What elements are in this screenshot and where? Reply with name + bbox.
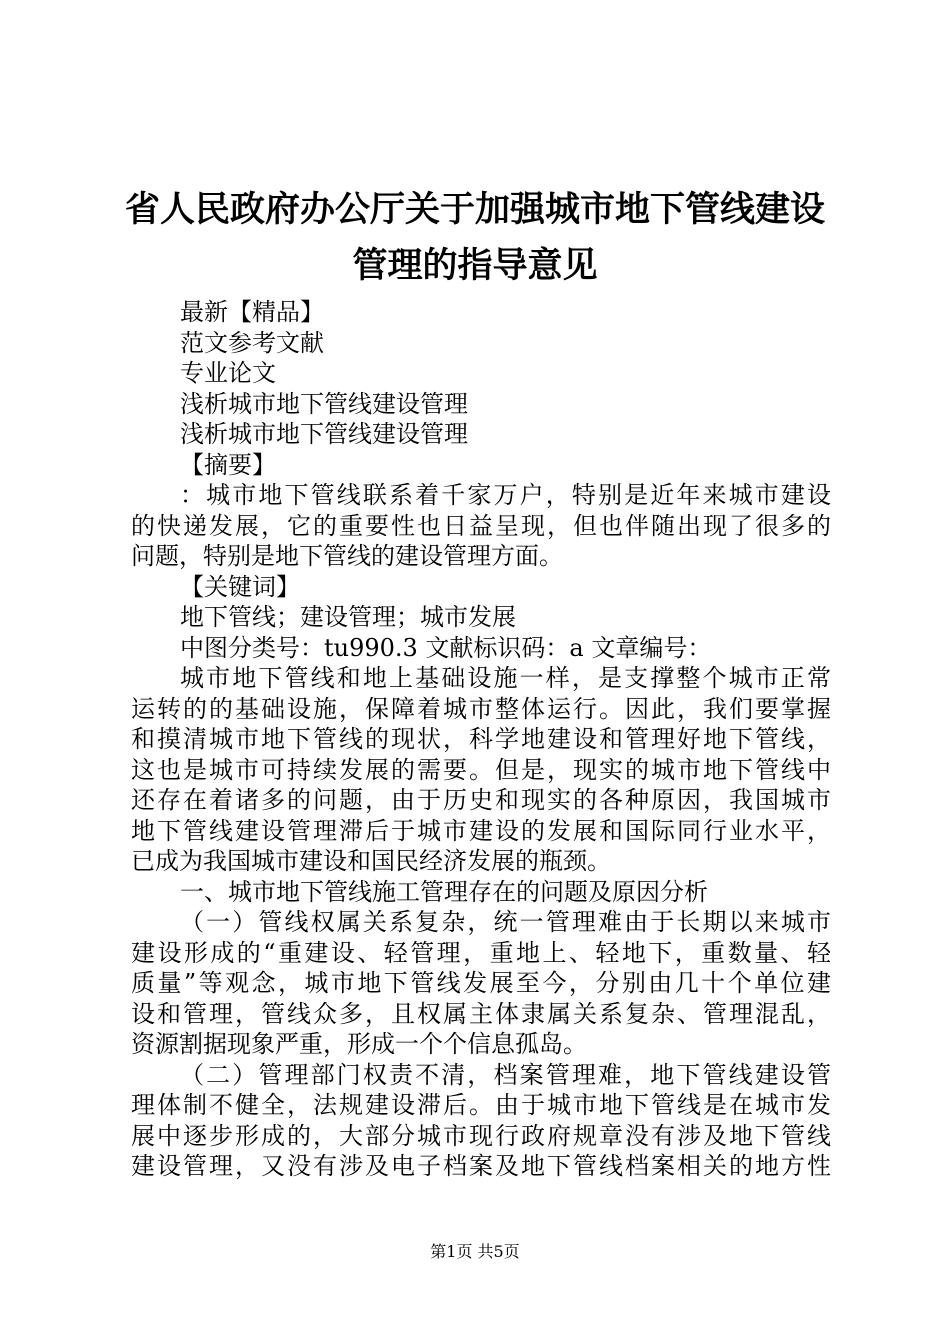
body-line: 质量”等观念，城市地下管线发展至今，分别由几十个单位建 xyxy=(131,969,831,997)
body-line: 【关键词】 xyxy=(180,572,300,601)
body-line: 专业论文 xyxy=(180,359,276,387)
body-line: 展中逐步形成的，大部分城市现行政府规章没有涉及地下管线 xyxy=(131,1121,831,1150)
body-line: 运转的的基础设施，保障着城市整体运行。因此，我们要掌握 xyxy=(131,694,831,723)
body-line: 浅析城市地下管线建设管理 xyxy=(180,420,468,448)
body-line: 资源割据现象严重，形成一个个信息孤岛。 xyxy=(131,1030,587,1058)
body-line: 的快递发展，它的重要性也日益呈现，但也伴随出现了很多的 xyxy=(131,511,831,540)
body-line: 已成为我国城市建设和国民经济发展的瓶颈。 xyxy=(131,847,611,875)
section-heading: 一、城市地下管线施工管理存在的问题及原因分析 xyxy=(180,877,708,906)
body-line: 城市地下管线和地上基础设施一样，是支撑整个城市正常 xyxy=(180,664,831,692)
body-line: 浅析城市地下管线建设管理 xyxy=(180,389,468,418)
document-body xyxy=(131,297,831,1182)
body-line: 建设形成的“重建设、轻管理，重地上、轻地下，重数量、轻 xyxy=(131,938,831,967)
body-line: 设和管理，管线众多，且权属主体隶属关系复杂、管理混乱， xyxy=(131,999,831,1028)
body-line: （二）管理部门权责不清，档案管理难，地下管线建设管 xyxy=(180,1060,831,1089)
body-line: 和摸清城市地下管线的现状，科学地建设和管理好地下管线， xyxy=(131,725,831,753)
document-title-line-2: 管理的指导意见 xyxy=(352,245,598,286)
body-line: 地下管线；建设管理；城市发展 xyxy=(180,603,516,631)
body-line: 范文参考文献 xyxy=(180,328,324,357)
body-line: 问题，特别是地下管线的建设管理方面。 xyxy=(131,542,563,570)
body-line: 最新【精品】 xyxy=(180,298,324,326)
body-line: 【摘要】 xyxy=(180,450,276,479)
body-line: 地下管线建设管理滞后于城市建设的发展和国际同行业水平， xyxy=(131,816,831,845)
body-line: ：城市地下管线联系着千家万户，特别是近年来城市建设 xyxy=(180,481,831,509)
body-line: 理体制不健全，法规建设滞后。由于城市地下管线是在城市发 xyxy=(131,1091,831,1119)
body-line: 建设管理，又没有涉及电子档案及地下管线档案相关的地方性 xyxy=(131,1152,831,1180)
body-line: 这也是城市可持续发展的需要。但是，现实的城市地下管线中 xyxy=(131,755,831,784)
document-title-line-1: 省人民政府办公厅关于加强城市地下管线建设 xyxy=(124,189,825,230)
body-line: 中图分类号：tu990.3 文献标识码：a 文章编号： xyxy=(180,633,712,662)
page-footer: 第1页 共5页 xyxy=(430,1242,520,1261)
body-line: （一）管线权属关系复杂，统一管理难由于长期以来城市 xyxy=(180,908,831,936)
body-line: 还存在着诸多的问题，由于历史和现实的各种原因，我国城市 xyxy=(131,786,831,814)
